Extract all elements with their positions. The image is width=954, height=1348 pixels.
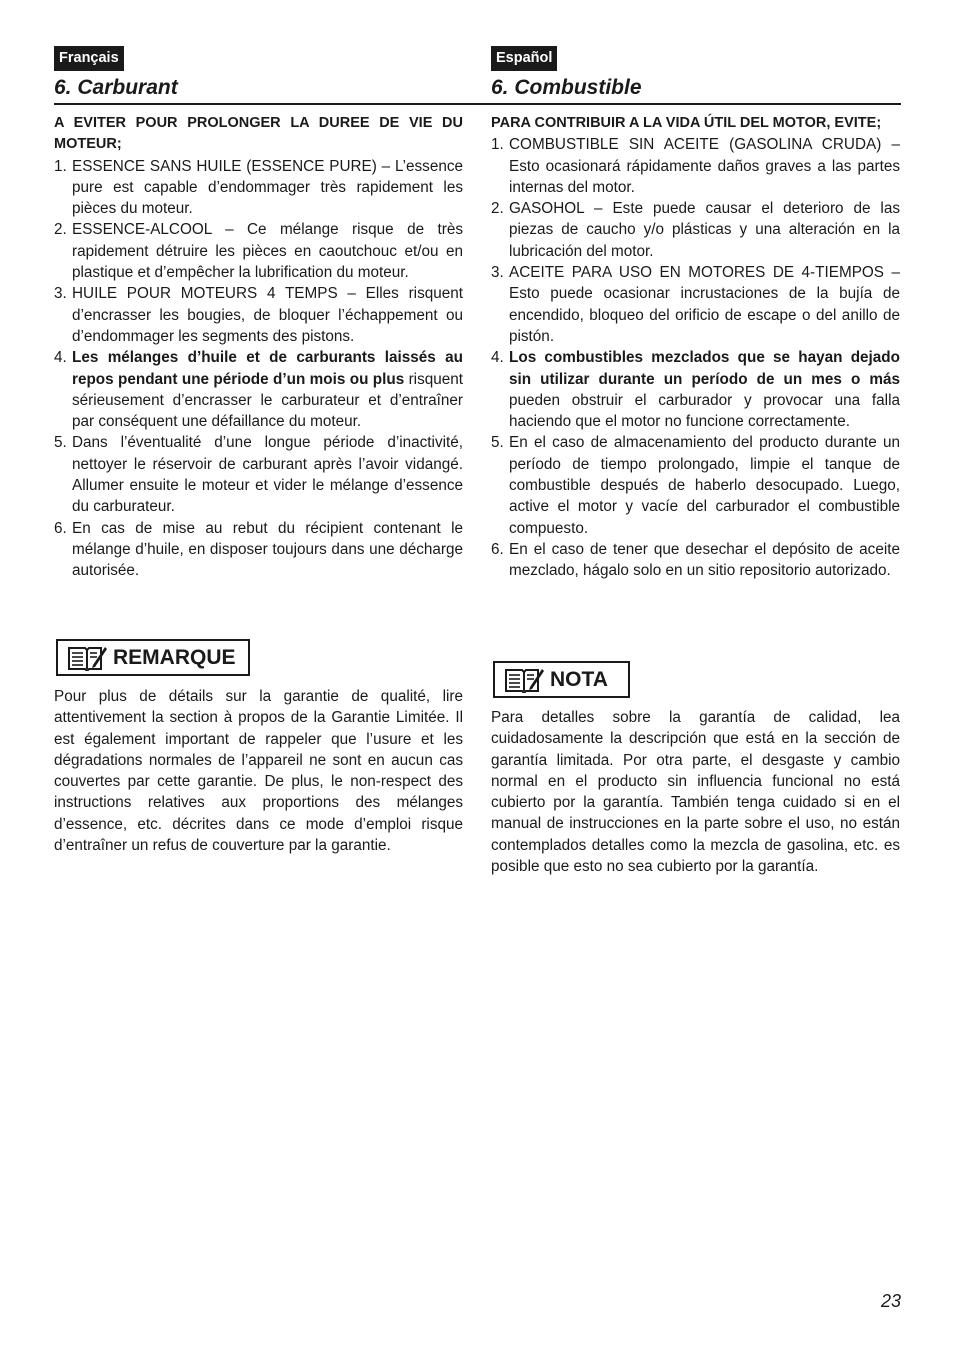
list-item-text: COMBUSTIBLE SIN ACEITE (GASOLINA CRUDA) – Esto ocasionará rápidamente daños graves a las partes internas del motor. xyxy=(509,136,900,196)
spanish-body xyxy=(491,113,900,582)
list-item-number: 3. xyxy=(491,264,504,282)
list-item-number: 6. xyxy=(54,519,67,537)
language-tag-spanish: Español xyxy=(491,46,557,71)
french-intro: A EVITER POUR PROLONGER LA DUREE DE VIE DU MOTEUR; xyxy=(54,115,463,153)
list-item-number: 4. xyxy=(54,349,67,367)
list-item xyxy=(54,347,463,432)
list-item xyxy=(491,134,900,198)
list-item-number: 5. xyxy=(54,434,67,452)
list-item xyxy=(54,518,463,582)
list-item xyxy=(54,283,463,347)
spanish-intro: PARA CONTRIBUIR A LA VIDA ÚTIL DEL MOTOR, EVITE; xyxy=(491,115,882,131)
list-item xyxy=(491,347,900,432)
list-item-number: 5. xyxy=(491,434,504,452)
list-item-number: 4. xyxy=(491,349,504,367)
list-item-number: 2. xyxy=(54,221,67,239)
list-item-text: En el caso de almacenamiento del producto durante un período de tiempo prolongado, limpie el tanque de combustible después de haberlo desocupado. Luego, active el motor y vacíe del carburador el combustible compuesto. xyxy=(509,434,900,537)
list-item-text: Dans l’éventualité d’une longue période d’inactivité, nettoyer le réservoir de carburant après l’avoir vidangé. Allumer ensuite le moteur et vider le mélange d’essence du carburateur. xyxy=(72,434,463,516)
list-item-text: En cas de mise au rebut du récipient contenant le mélange d’huile, en disposer toujours dans une décharge autorisée. xyxy=(72,519,463,580)
section-title-spanish: 6. Combustible xyxy=(491,76,642,99)
remarque-box xyxy=(56,639,250,676)
list-item-bold-text: Les mélanges d’huile et de carburants laissés au repos pendant une période d’un mois ou plus xyxy=(72,349,463,388)
section-title-french: 6. Carburant xyxy=(54,76,178,99)
nota-box xyxy=(493,661,630,698)
language-tag-french: Français xyxy=(54,46,124,71)
remarque-label: REMARQUE xyxy=(113,645,236,669)
list-item-text: GASOHOL – Este puede causar el deterioro de las piezas de caucho y/o plásticas y una alteración en la lubricación del motor. xyxy=(509,200,900,260)
spanish-item-list xyxy=(491,134,900,581)
french-column-header xyxy=(54,46,463,103)
list-item-number: 3. xyxy=(54,285,67,303)
list-item-number: 1. xyxy=(491,136,504,154)
list-item-number: 2. xyxy=(491,200,504,218)
spanish-column-header xyxy=(491,46,900,103)
list-item xyxy=(54,219,463,283)
list-item xyxy=(491,432,900,538)
list-item xyxy=(491,539,900,582)
list-item xyxy=(491,262,900,347)
french-item-list xyxy=(54,156,463,582)
list-item xyxy=(54,156,463,220)
header-divider xyxy=(54,103,901,105)
book-icon xyxy=(504,667,544,693)
list-item-text: ESSENCE-ALCOOL – Ce mélange risque de très rapidement détruire les pièces en caoutchouc et/ou en plastique et d’empêcher la lubrification du moteur. xyxy=(72,221,463,282)
french-body xyxy=(54,113,463,582)
list-item xyxy=(54,432,463,517)
list-item-number: 1. xyxy=(54,157,67,175)
list-item-text: pueden obstruir el carburador y provocar una falla haciendo que el motor no funcione correctamente. xyxy=(509,391,900,431)
page-number: 23 xyxy=(880,1291,901,1311)
remarque-text: Pour plus de détails sur la garantie de qualité, lire attentivement la section à propos de la Garantie Limitée. Il est également important de rappeler que l’usure et les dégradations normales de l’appareil ne sont en aucun cas couvertes par cette garantie. De plus, le non-respect des instructions relatives aux proportions des mélanges d’essence, etc. décrites dans ce mode d’emploi risque d’entraîner un refus de couverture par la garantie. xyxy=(54,688,463,855)
book-icon xyxy=(67,645,107,671)
list-item-text: ESSENCE SANS HUILE (ESSENCE PURE) – L’essence pure est capable d’endommager très rapidement les pièces du moteur. xyxy=(72,157,463,218)
list-item xyxy=(491,198,900,262)
list-item-bold-text: Los combustibles mezclados que se hayan dejado sin utilizar durante un período de un mes o más xyxy=(509,349,900,388)
list-item-text: risquent sérieusement d’encrasser le carburateur et d’entraîner par conséquent une défaillance du moteur. xyxy=(72,370,463,431)
list-item-text: ACEITE PARA USO EN MOTORES DE 4-TIEMPOS – Esto puede ocasionar incrustaciones de la bujía de encendido, bloqueo del orificio de escape o del anillo de pistón. xyxy=(509,264,900,345)
nota-text: Para detalles sobre la garantía de calidad, lea cuidadosamente la descripción que está en la sección de garantía limitada. Por otra parte, el desgaste y cambio normal en el producto sin influencia funcional no está cubierto por la garantía. También tenga cuidado si en el manual de instrucciones en la parte sobre el uso, no están contemplados detalles como la mezcla de gasolina, etc. es posible que esto no sea cubierto por la garantía. xyxy=(491,709,900,876)
list-item-text: HUILE POUR MOTEURS 4 TEMPS – Elles risquent d’encrasser les bougies, de bloquer l’échappement ou d’endommager les segments des pistons. xyxy=(72,285,463,345)
list-item-text: En el caso de tener que desechar el depósito de aceite mezclado, hágalo solo en un sitio repositorio autorizado. xyxy=(509,540,900,580)
nota-label: NOTA xyxy=(550,667,608,691)
list-item-number: 6. xyxy=(491,540,504,558)
